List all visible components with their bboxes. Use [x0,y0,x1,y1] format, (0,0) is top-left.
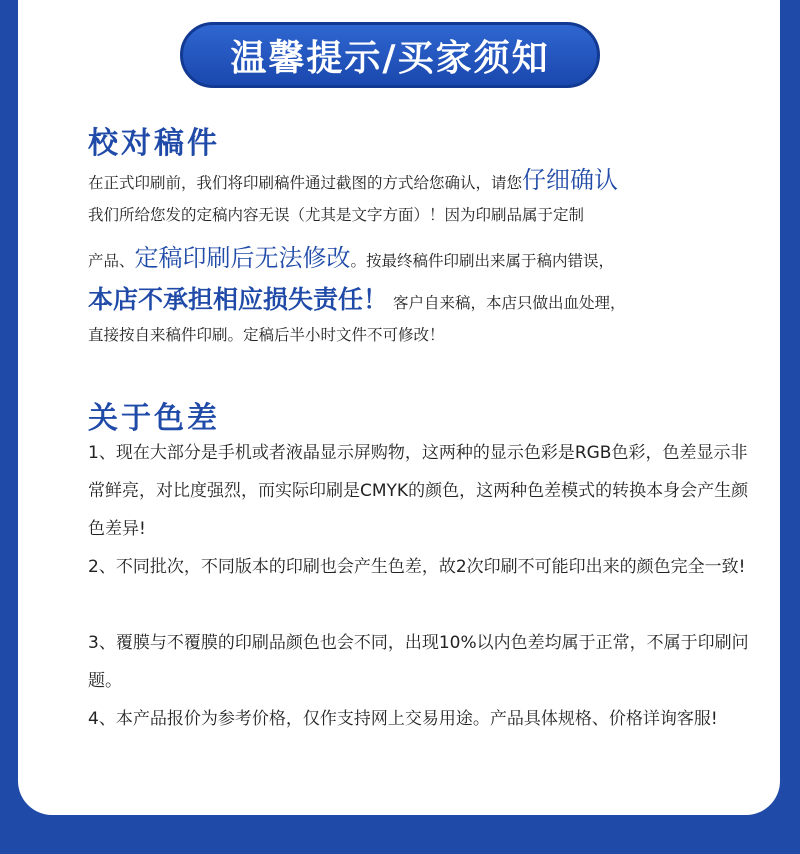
proofing-line-3-suffix: 。按最终稿件印刷出来属于稿内错误， [350,252,615,270]
proofing-line-1-text: 在正式印刷前，我们将印刷稿件通过截图的方式给您确认，请您 [88,174,523,192]
color-diff-item-2: 2、不同批次，不同版本的印刷也会产生色差，故2次印刷不可能印出来的颜色完全一致! [88,557,746,577]
proofing-line-5: 直接按自来稿件印刷。定稿后半小时文件不可修改！ [88,326,445,344]
proofing-line-4 [88,280,625,316]
emphasis-no-liability: 本店不承担相应损失责任！ [88,285,389,314]
emphasis-check-carefully: 仔细确认 [522,166,619,194]
color-diff-item-3: 3、覆膜与不覆膜的印刷品颜色也会不同，出现10%以内色差均属于正常，不属于印刷问题。 [88,633,749,691]
proofing-line-4-suffix: 客户自来稿，本店只做出血处理， [392,294,626,312]
section-heading-color-difference: 关于色差 [88,401,220,436]
proofing-line-2: 我们所给您发的定稿内容无误（尤其是文字方面）！因为印刷品属于定制 [88,206,585,224]
color-diff-item-1: 1、现在大部分是手机或者液晶显示屏购物，这两种的显示色彩是RGB色彩，色差显示非常鲜亮，对比度强烈，而实际印刷是CMYK的颜色，这两种色差模式的转换本身会产生颜色差异! [88,443,749,539]
page-title: 温馨提示/买家须知 [180,22,600,88]
section-heading-proofing: 校对稿件 [88,126,220,161]
emphasis-no-changes: 定稿印刷后无法修改 [134,244,351,272]
color-diff-item-4: 4、本产品报价为参考价格，仅作支持网上交易用途。产品具体规格、价格详询客服! [88,709,718,729]
proofing-line-3 [88,238,614,273]
proofing-line-3-prefix: 产品、 [88,252,135,270]
proofing-line-1 [88,160,618,195]
